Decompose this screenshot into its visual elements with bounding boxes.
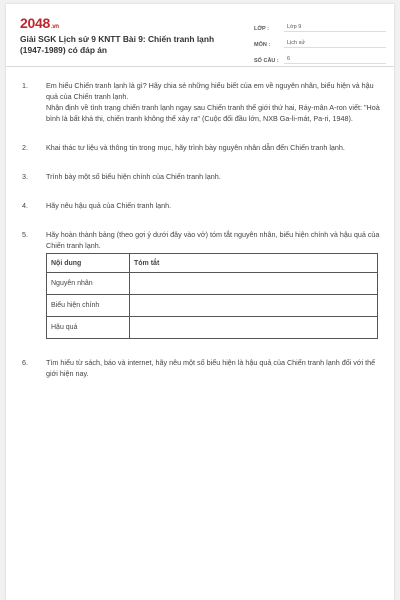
question-text: Trình bày một số biểu hiện chính của Chiến tranh lạnh. (46, 172, 221, 181)
question-number: 1. (22, 81, 28, 90)
question-text (46, 229, 382, 339)
question-item (20, 357, 382, 379)
table-row (47, 317, 378, 339)
question-number: 4. (22, 201, 28, 210)
meta-key: MÔN : (254, 42, 271, 48)
question-item (20, 171, 382, 182)
table-row (47, 273, 378, 295)
summary-table (46, 253, 378, 339)
logo-text: 2048 (20, 15, 50, 31)
logo-tld: .vn (50, 24, 59, 30)
question-text-line: Hãy hoàn thành bảng (theo gợi ý dưới đây vào vở) tóm tắt nguyên nhân, biểu hiện chính và hậu quả của Chiến tranh lạnh. (46, 230, 380, 250)
table-header-cell: Nội dung (47, 254, 130, 273)
table-cell-answer (130, 273, 378, 295)
table-row (47, 295, 378, 317)
question-number: 6. (22, 358, 28, 367)
table-cell-label: Nguyên nhân (47, 273, 130, 295)
meta-value: Lịch sử (284, 40, 386, 48)
question-list (20, 80, 382, 379)
question-item (20, 229, 382, 339)
table-header-cell: Tóm tắt (130, 254, 378, 273)
worksheet-page (6, 4, 394, 600)
question-text-line: Em hiểu Chiến tranh lạnh là gì? Hãy chia sẻ những hiểu biết của em về nguyên nhân, biểu hiện và hậu quả của Chiến tranh lạnh. (46, 81, 374, 101)
table-cell-label: Biểu hiện chính (47, 295, 130, 317)
meta-row-class (254, 18, 386, 32)
table-cell-answer (130, 317, 378, 339)
table-cell-label: Hậu quả (47, 317, 130, 339)
meta-row-count (254, 50, 386, 64)
question-item (20, 200, 382, 211)
question-number: 5. (22, 230, 28, 239)
question-text: Hãy nêu hậu quả của Chiến tranh lạnh. (46, 201, 172, 210)
question-item (20, 80, 382, 124)
worksheet-header (6, 4, 394, 67)
site-logo[interactable] (20, 15, 59, 31)
question-text (46, 80, 382, 124)
question-quote: Nhận định về tình trạng chiến tranh lạnh ngay sau Chiến tranh thế giới thứ hai, Ráy-mân A-ron viết: "Hoà bình là bất khả thi, chiến tranh không thể xảy ra" (Cuộc đối đầu lớn, NXB Ga-li-mát, Pa-ri, 1948). (46, 103, 380, 123)
question-text: Khai thác tư liệu và thông tin trong mục, hãy trình bày nguyên nhân dẫn đến Chiến tranh lạnh. (46, 143, 345, 152)
meta-info (254, 18, 386, 66)
table-header-row (47, 254, 378, 273)
question-item (20, 142, 382, 153)
table-cell-answer (130, 295, 378, 317)
meta-key: SỐ CÂU : (254, 58, 279, 64)
question-number: 2. (22, 143, 28, 152)
meta-row-subject (254, 34, 386, 48)
meta-value: Lớp 9 (284, 24, 386, 32)
question-text: Tìm hiểu từ sách, báo và internet, hãy nêu một số biểu hiện là hậu quả của Chiến tranh lạnh đối với thế giới hiện nay. (46, 358, 376, 378)
question-number: 3. (22, 172, 28, 181)
meta-key: LỚP : (254, 26, 269, 32)
meta-value: 6 (284, 56, 386, 64)
page-title: Giải SGK Lịch sử 9 KNTT Bài 9: Chiến tranh lạnh (1947-1989) có đáp án (20, 34, 215, 55)
